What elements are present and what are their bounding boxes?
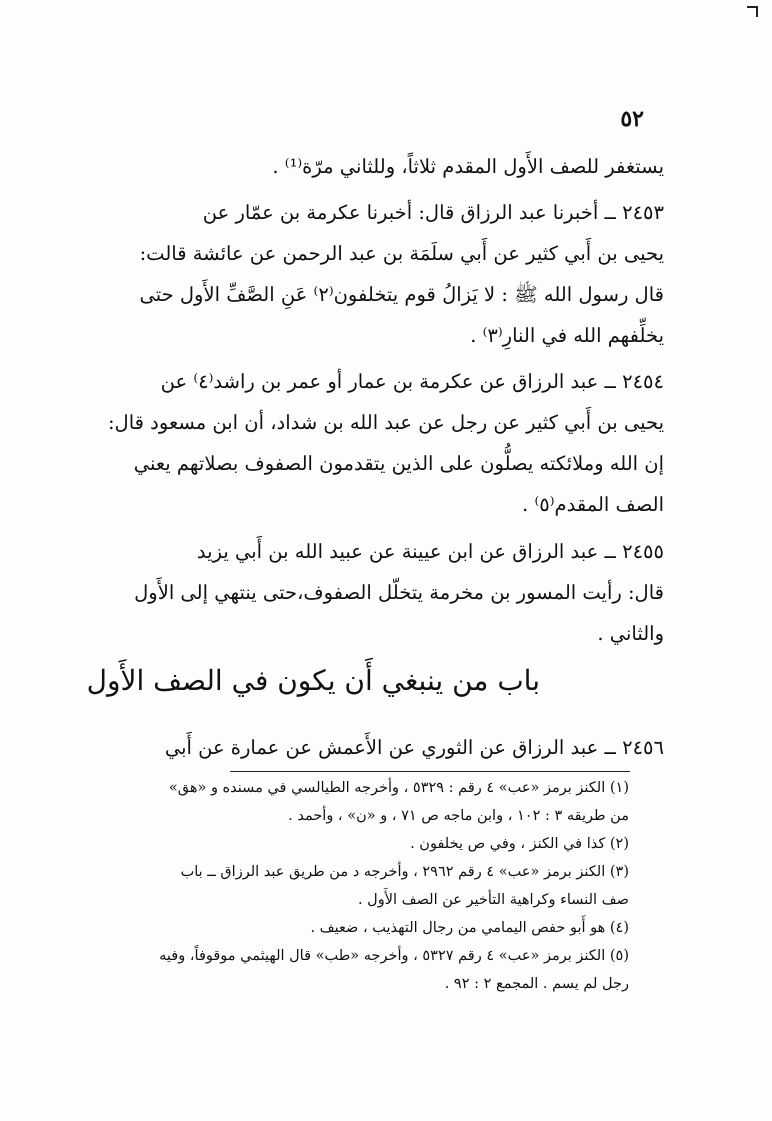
footnote-line: (٤) هو أَبو حفص اليمامي من رجال التهذيب ، ضعيف . <box>310 920 629 936</box>
text-line: والثاني . <box>597 622 664 645</box>
footnote-line: (٣) الكنز برمز «عب» ٤ رقم ٢٩٦٢ ، وأخرجه د من طريق عبد الرزاق ــ باب <box>180 864 629 880</box>
footnote-line: (٢) كذا في الكنز ، وفي ص يخلفون . <box>410 836 629 852</box>
footnote-line: صف النساء وكراهية التأخير عن الصف الأَول . <box>357 892 629 908</box>
text-line: يستغفر للصف الأَول المقدم ثلاثاً، وللثاني مرّة⁽¹⁾ . <box>272 155 664 178</box>
footnote-line: من طريقه ٣ : ١٠٢ ، وابن ماجه ص ٧١ ، و «ن» ، وأحمد . <box>288 808 629 824</box>
text-line: قال رسول الله ﷺ : لا يَزالُ قوم يتخلفون⁽٢⁾ عَنِ الصَّفِّ الأَول حتى <box>139 283 664 306</box>
corner-mark <box>747 6 758 17</box>
text-line: يحيى بن أَبي كثير عن رجل عن عبد الله بن شداد، أن ابن مسعود قال: <box>107 411 664 434</box>
text-line: يحيى بن أَبي كثير عن أَبي سلَمَة بن عبد الرحمن عن عائشة قالت: <box>139 242 664 265</box>
page-number: ٥٢ <box>620 106 644 132</box>
footnote-line: (١) الكنز برمز «عب» ٤ رقم : ٥٣٢٩ ، وأخرجه الطيالسي في مسنده و «هق» <box>168 780 629 796</box>
text-line: إن الله وملائكته يصلُّون على الذين يتقدمون الصفوف بصلاتهم يعني <box>133 452 664 475</box>
chapter-title: باب من ينبغي أَن يكون في الصف الأَول <box>86 664 540 697</box>
text-line: ٢٤٥٦ ــ عبد الرزاق عن الثوري عن الأَعمش عن عمارة عن أَبي <box>164 736 664 759</box>
hadith-2455 <box>104 531 664 654</box>
text-line: قال: رأيت المسور بن مخرمة يتخلّل الصفوف،حتى ينتهي إلى الأَول <box>134 581 664 604</box>
footnote-line: (٥) الكنز برمز «عب» ٤ رقم ٥٣٢٧ ، وأخرجه «طب» قال الهيثمي موقوفاً، وفيه <box>159 948 629 964</box>
footnotes <box>97 774 629 998</box>
hadith-2454 <box>104 361 664 525</box>
text-line: ٢٤٥٣ ــ أخبرنا عبد الرزاق قال: أخبرنا عكرمة بن عمّار عن <box>202 201 664 224</box>
hadith-2453 <box>104 192 664 356</box>
text-line: يخلِّفهم الله في النارِ⁽٣⁾ . <box>470 324 664 347</box>
paragraph-continuation <box>104 146 664 187</box>
text-line: ٢٤٥٥ ــ عبد الرزاق عن ابن عيينة عن عبيد الله بن أَبي يزيد <box>196 540 664 563</box>
footnote-line: رجل لم يسم . المجمع ٢ : ٩٢ . <box>444 976 629 992</box>
text-line: ٢٤٥٤ ــ عبد الرزاق عن عكرمة بن عمار أو عمر بن راشد⁽٤⁾ عن <box>160 370 664 393</box>
footnote-divider <box>230 771 630 772</box>
text-line: الصف المقدم⁽٥⁾ . <box>522 493 664 516</box>
hadith-2456 <box>104 727 664 768</box>
